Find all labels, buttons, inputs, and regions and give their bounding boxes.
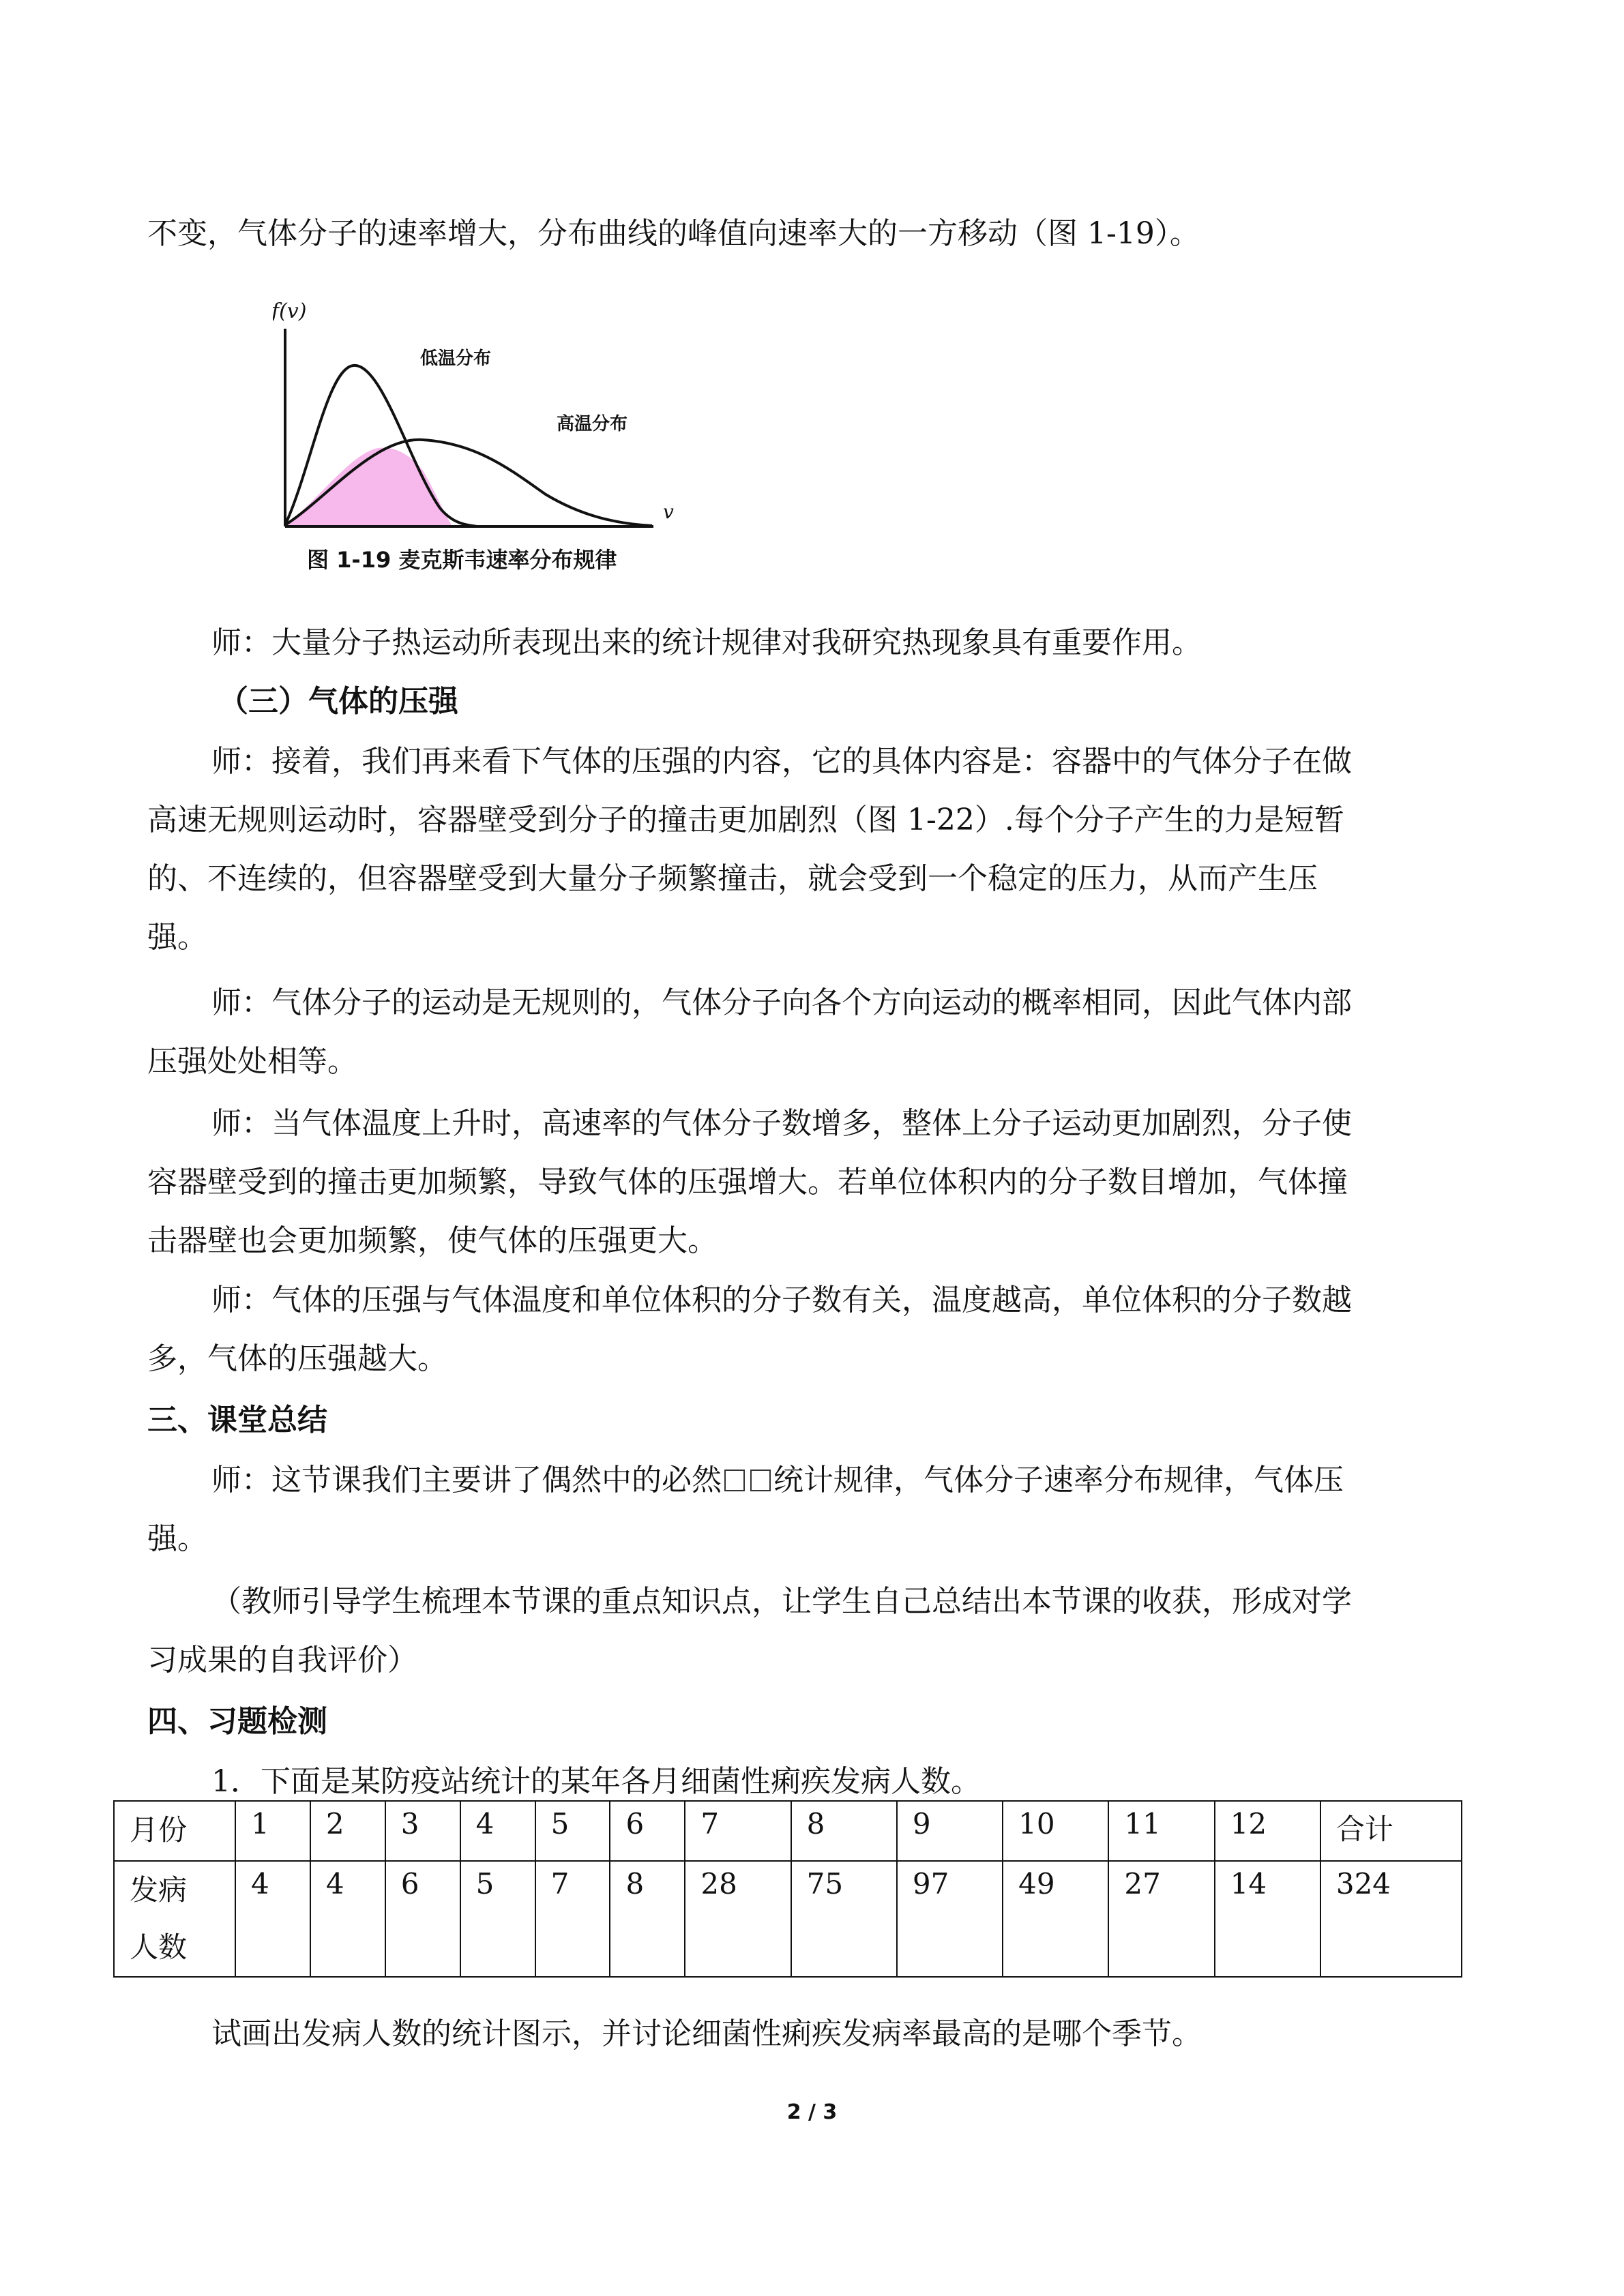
paragraph-line: 师：接着，我们再来看下气体的压强的内容，它的具体内容是：容器中的气体分子在做 bbox=[211, 744, 1352, 779]
table-cell: 4 bbox=[460, 1801, 535, 1861]
paragraph-line: （教师引导学生梳理本节课的重点知识点，让学生自己总结出本节课的收获，形成对学 bbox=[211, 1584, 1352, 1619]
paragraph-line: 强。 bbox=[147, 1521, 207, 1556]
table-cell: 4 bbox=[235, 1861, 310, 1977]
high-temperature-label: 高温分布 bbox=[557, 414, 628, 434]
paragraph-line: 师：大量分子热运动所表现出来的统计规律对我研究热现象具有重要作用。 bbox=[211, 625, 1202, 660]
paragraph-line: 多，气体的压强越大。 bbox=[147, 1341, 447, 1376]
table-cell: 7 bbox=[535, 1861, 610, 1977]
table-cell: 4 bbox=[310, 1861, 385, 1977]
table-cell: 11 bbox=[1108, 1801, 1214, 1861]
paragraph-line: 压强处处相等。 bbox=[147, 1044, 357, 1079]
table-cell: 9 bbox=[897, 1801, 1003, 1861]
table-cell: 14 bbox=[1215, 1861, 1320, 1977]
paragraph-text: 师：这节课我们主要讲了偶然中的必然 bbox=[211, 1463, 722, 1497]
table-cell: 7 bbox=[685, 1801, 791, 1861]
table-cell: 3 bbox=[385, 1801, 460, 1861]
paragraph-line: 师：气体的压强与气体温度和单位体积的分子数有关，温度越高，单位体积的分子数越 bbox=[211, 1283, 1352, 1317]
table-cell: 27 bbox=[1108, 1861, 1214, 1977]
question-line: 试画出发病人数的统计图示，并讨论细菌性痢疾发病率最高的是哪个季节。 bbox=[211, 2016, 1202, 2051]
low-temperature-label: 低温分布 bbox=[420, 348, 492, 369]
table-cell: 5 bbox=[535, 1801, 610, 1861]
table-cell: 2 bbox=[310, 1801, 385, 1861]
table-cell: 合计 bbox=[1320, 1801, 1462, 1861]
table-header-cell: 月份 bbox=[114, 1801, 235, 1861]
paragraph-line: 习成果的自我评价） bbox=[147, 1643, 417, 1678]
paragraph-line: 的、不连续的，但容器壁受到大量分子频繁撞击，就会受到一个稳定的压力，从而产生压 bbox=[147, 861, 1318, 896]
table-row bbox=[114, 1861, 1462, 1977]
figure-caption: 图 1-19 麦克斯韦速率分布规律 bbox=[307, 547, 617, 573]
table-cell: 49 bbox=[1003, 1861, 1108, 1977]
section-heading: （三）气体的压强 bbox=[218, 684, 458, 719]
paragraph-text: 统计规律，气体分子速率分布规律，气体压 bbox=[773, 1463, 1344, 1497]
table-cell: 1 bbox=[235, 1801, 310, 1861]
table-cell: 28 bbox=[685, 1861, 791, 1977]
y-axis-label: f(v) bbox=[273, 300, 307, 323]
table-row bbox=[114, 1801, 1462, 1861]
table-cell: 12 bbox=[1215, 1801, 1320, 1861]
dysentery-cases-table bbox=[113, 1800, 1462, 1978]
paragraph-line: 师：当气体温度上升时，高速率的气体分子数增多，整体上分子运动更加剧烈，分子使 bbox=[211, 1106, 1352, 1141]
paragraph-line: 强。 bbox=[147, 920, 207, 955]
paragraph-line: 高速无规则运动时，容器壁受到分子的撞击更加剧烈（图 1-22）.每个分子产生的力是短暂 bbox=[147, 803, 1344, 837]
paragraph-line: 容器壁受到的撞击更加频繁，导致气体的压强增大。若单位体积内的分子数目增加，气体撞 bbox=[147, 1165, 1348, 1199]
paragraph-line bbox=[211, 1451, 1528, 1510]
paragraph-line: 师：气体分子的运动是无规则的，气体分子向各个方向运动的概率相同，因此气体内部 bbox=[211, 985, 1352, 1020]
table-cell: 75 bbox=[791, 1861, 897, 1977]
table-cell: 10 bbox=[1003, 1801, 1108, 1861]
distribution-curves bbox=[273, 300, 709, 559]
table-header-cell bbox=[114, 1861, 235, 1977]
x-axis-label: v bbox=[663, 501, 674, 523]
table-cell: 8 bbox=[791, 1801, 897, 1861]
table-cell: 324 bbox=[1320, 1861, 1462, 1977]
paragraph-line: 击器壁也会更加频繁，使气体的压强更大。 bbox=[147, 1223, 718, 1258]
section-heading: 四、习题检测 bbox=[147, 1704, 327, 1739]
table-cell: 6 bbox=[610, 1801, 685, 1861]
missing-glyph-box bbox=[724, 1470, 745, 1491]
paragraph-line: 不变，气体分子的速率增大，分布曲线的峰值向速率大的一方移动（图 1-19）。 bbox=[147, 216, 1200, 251]
table-cell: 8 bbox=[610, 1861, 685, 1977]
question-line: 1．下面是某防疫站统计的某年各月细菌性痢疾发病人数。 bbox=[211, 1764, 981, 1799]
page-number: 2 / 3 bbox=[786, 2100, 838, 2124]
header-line: 人数 bbox=[130, 1930, 188, 1964]
table-cell: 97 bbox=[897, 1861, 1003, 1977]
header-line: 发病 bbox=[130, 1873, 188, 1907]
missing-glyph-box bbox=[750, 1470, 771, 1491]
section-heading: 三、课堂总结 bbox=[147, 1403, 327, 1437]
table-cell: 5 bbox=[460, 1861, 535, 1977]
table-cell: 6 bbox=[385, 1861, 460, 1977]
